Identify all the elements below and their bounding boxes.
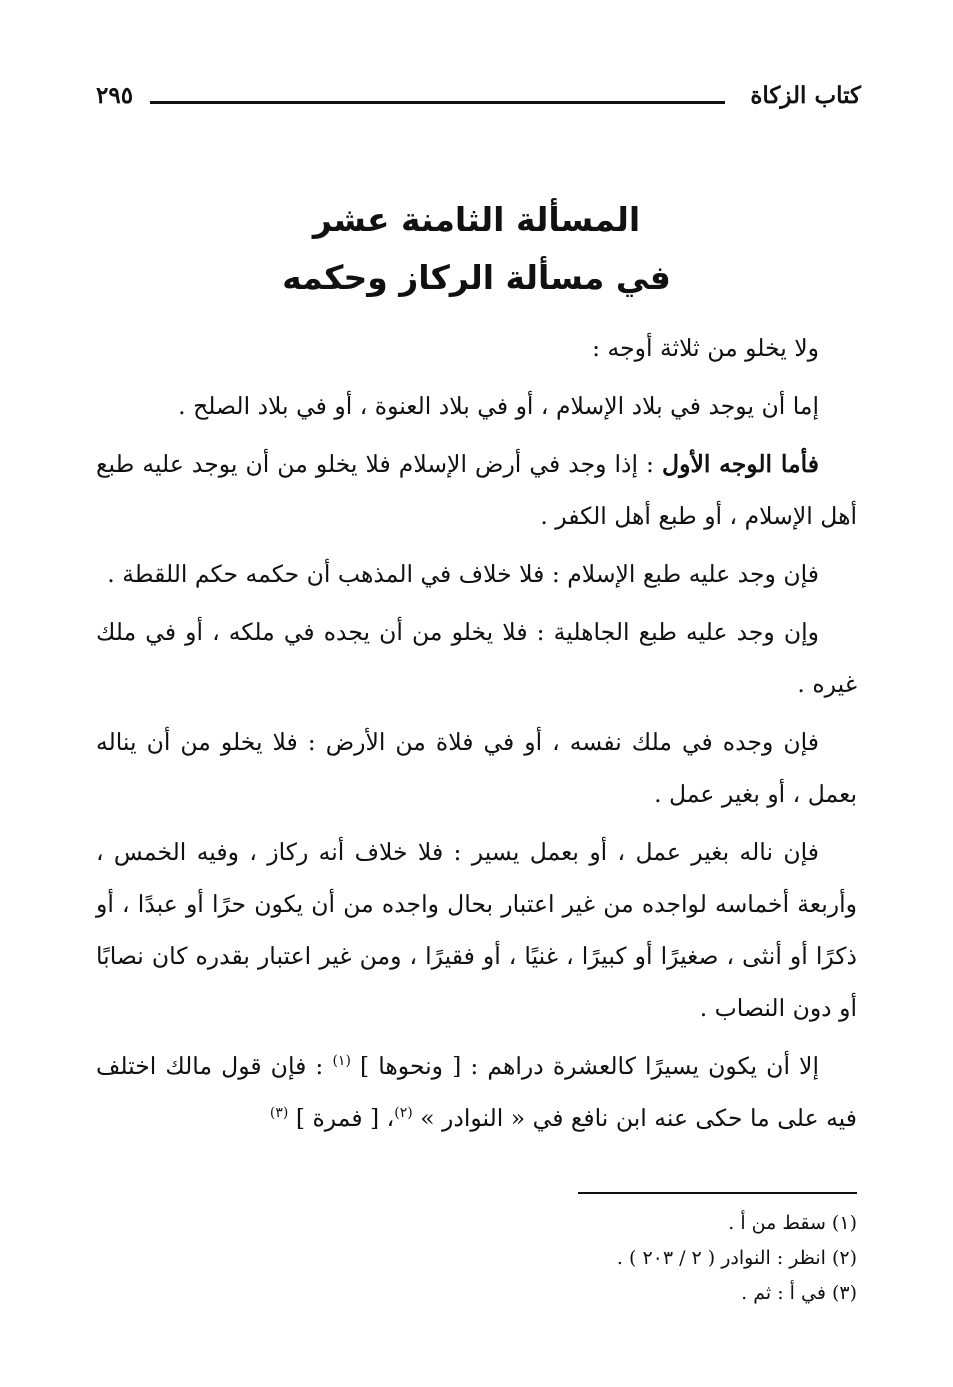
- paragraph-3-text: : إذا وجد في أرض الإسلام فلا يخلو من أن يوجد عليه طبع أهل الإسلام ، أو طبع أهل الكفر .: [96, 450, 857, 530]
- paragraph-8-part-b: : فإن قول مالك اختلف فيه على ما حكى عنه ابن نافع في « النوادر »: [96, 1052, 857, 1132]
- footnote-rule: [578, 1192, 857, 1194]
- paragraph-2: إما أن يوجد في بلاد الإسلام ، أو في بلاد العنوة ، أو في بلاد الصلح .: [178, 392, 819, 420]
- footnote-1: (١) سقط من أ .: [728, 1212, 857, 1234]
- footnote-3: (٣) في أ : ثم .: [741, 1282, 857, 1304]
- footnote-marker-3: (٣): [269, 1105, 289, 1121]
- running-header-book-title: كتاب الزكاة: [750, 82, 861, 109]
- paragraph-8-part-a: إلا أن يكون يسيرًا كالعشرة دراهم : [ ونحوها ]: [350, 1052, 819, 1080]
- paragraph-1: ولا يخلو من ثلاثة أوجه :: [592, 334, 819, 362]
- footnote-marker-2: (٢): [394, 1105, 413, 1121]
- paragraph-8-part-c: ، [ فمرة ]: [288, 1104, 395, 1132]
- footnotes: [96, 1206, 857, 1311]
- page-number: ٢٩٥: [96, 82, 134, 109]
- chapter-subtitle: في مسألة الركاز وحكمه: [282, 258, 671, 297]
- chapter-title: المسألة الثامنة عشر: [312, 200, 641, 239]
- header-rule: [150, 101, 725, 104]
- paragraph-4: فإن وجد عليه طبع الإسلام : فلا خلاف في المذهب أن حكمه حكم اللقطة .: [107, 560, 819, 588]
- body-text: [96, 322, 857, 1150]
- paragraph-7: فإن ناله بغير عمل ، أو بعمل يسير : فلا خلاف أنه ركاز ، وفيه الخمس ، وأربعة أخماسه لواجده من غير اعتبار بحال واجده من أن يكون حرًا أو عبدًا ، أو ذكرًا أو أنثى ، صغيرًا أو كبيرًا ، غنيًا ، أو فقيرًا ، ومن غير اعتبار بقدره كان نصابًا أو دون النصاب .: [96, 838, 857, 1022]
- paragraph-3: [96, 438, 857, 542]
- paragraph-6: فإن وجده في ملك نفسه ، أو في فلاة من الأرض : فلا يخلو من أن يناله بعمل ، أو بغير عمل .: [96, 728, 857, 808]
- footnote-marker-1: (١): [332, 1053, 351, 1069]
- paragraph-3-lead: فأما الوجه الأول: [662, 450, 819, 478]
- paragraph-8: [96, 1040, 857, 1144]
- footnote-2: (٢) انظر : النوادر ( ٢ / ٢٠٣ ) .: [616, 1247, 857, 1269]
- paragraph-5: وإن وجد عليه طبع الجاهلية : فلا يخلو من أن يجده في ملكه ، أو في ملك غيره .: [96, 618, 857, 698]
